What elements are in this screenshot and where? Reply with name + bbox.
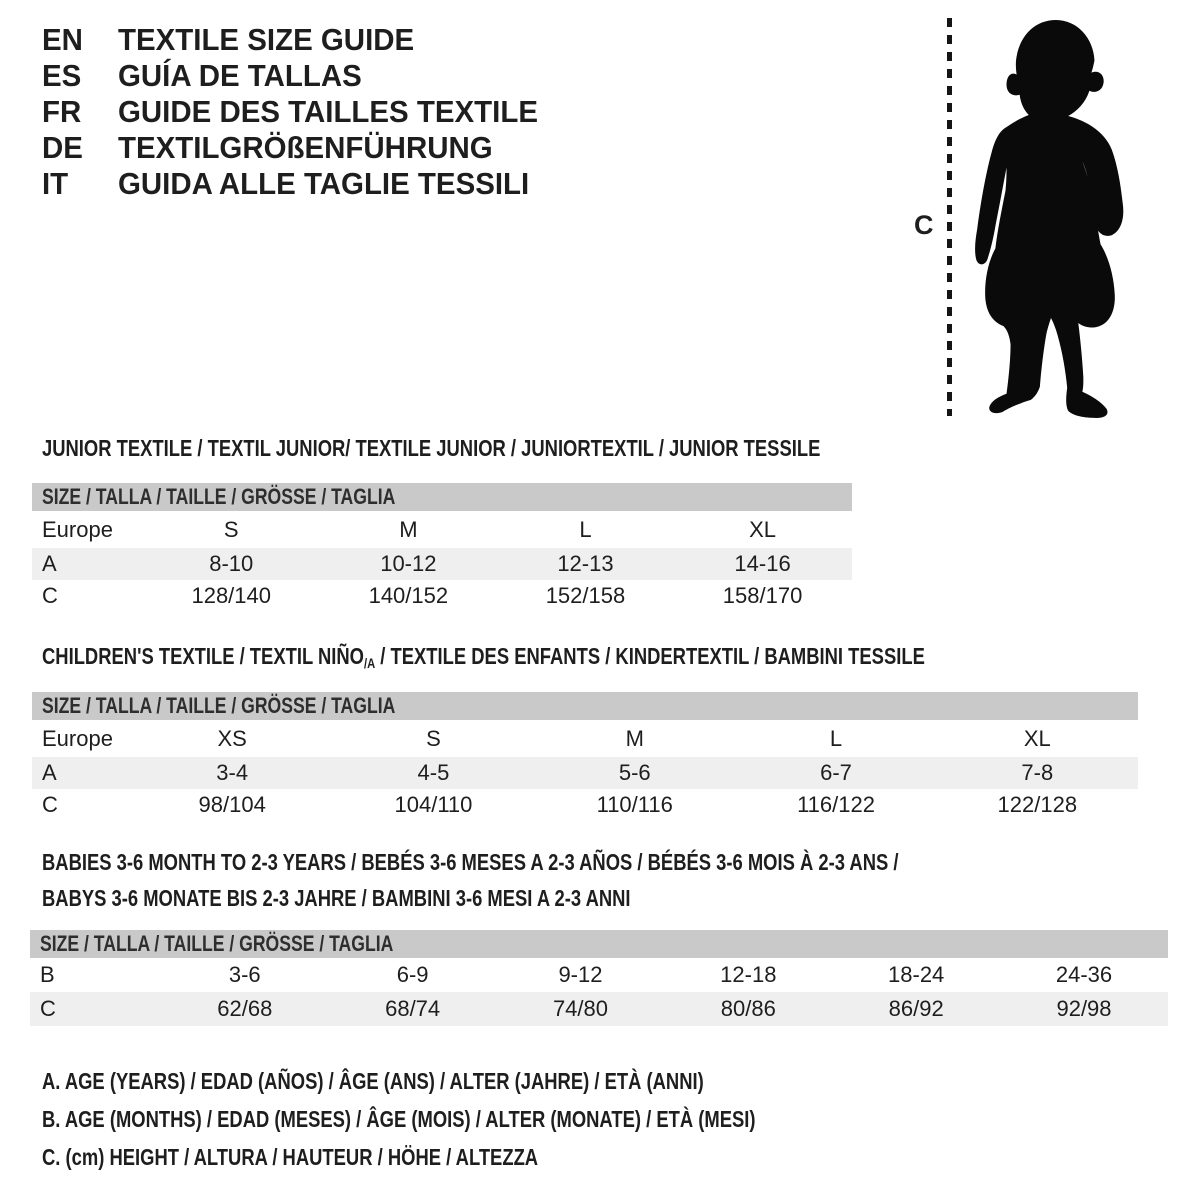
junior-size-bar: SIZE / TALLA / TAILLE / GRÖSSE / TAGLIA — [32, 483, 852, 511]
size-header: XS — [217, 725, 247, 751]
table-cell: 110/116 — [596, 792, 673, 817]
lang-title: TEXTILGRÖßENFÜHRUNG — [118, 130, 493, 165]
table-cell: 9-12 — [558, 962, 603, 987]
table-cell: 8-10 — [209, 551, 254, 576]
children-size-table — [32, 692, 1138, 821]
table-cell: 18-24 — [888, 962, 945, 987]
height-measure-label: C — [914, 210, 934, 240]
table-cell: 122/128 — [997, 792, 1078, 817]
lang-title: GUIDE DES TAILLES TEXTILE — [118, 94, 538, 129]
table-cell: 74/80 — [552, 996, 608, 1021]
lang-row-de — [42, 130, 564, 166]
babies-size-table — [30, 930, 1168, 1026]
children-row-height — [32, 789, 1138, 821]
size-header: XL — [1023, 725, 1051, 751]
table-cell: 92/98 — [1056, 996, 1112, 1021]
children-header-row — [32, 720, 1138, 757]
size-header: S — [223, 516, 239, 542]
lang-row-it — [42, 166, 564, 202]
table-cell: 80/86 — [720, 996, 776, 1021]
size-header: L — [579, 516, 592, 542]
babies-row-months — [30, 958, 1168, 992]
junior-row-height — [32, 580, 852, 612]
lang-code: ES — [42, 58, 82, 93]
junior-row-age — [32, 548, 852, 580]
region-label: Europe — [42, 725, 113, 751]
table-cell: 140/152 — [368, 583, 449, 608]
language-title-list — [42, 22, 564, 202]
row-label: C — [42, 583, 58, 608]
lang-title: TEXTILE SIZE GUIDE — [118, 22, 415, 57]
table-cell: 3-4 — [216, 760, 249, 785]
table-cell: 152/158 — [545, 583, 626, 608]
table-cell: 3-6 — [228, 962, 261, 987]
size-header: S — [426, 725, 441, 751]
title-subscript: /A — [363, 655, 376, 671]
table-cell: 158/170 — [722, 583, 803, 608]
table-cell: 4-5 — [417, 760, 450, 785]
size-header: M — [625, 725, 644, 751]
lang-code: DE — [42, 130, 83, 165]
table-cell: 6-9 — [396, 962, 429, 987]
junior-section-title: JUNIOR TEXTILE / TEXTIL JUNIOR/ TEXTILE JUNIOR / JUNIORTEXTIL / JUNIOR TESSILE — [42, 435, 821, 461]
lang-row-en — [42, 22, 564, 58]
table-cell: 14-16 — [734, 551, 791, 576]
table-cell: 10-12 — [380, 551, 437, 576]
lang-code: EN — [42, 22, 83, 57]
table-cell: 12-13 — [557, 551, 614, 576]
babies-section-title: BABIES 3-6 MONTH TO 2-3 YEARS / BEBÉS 3-6 MESES A 2-3 AÑOS / BÉBÉS 3-6 MOIS À 2-3 ANS / BABYS 3-6 MONATE BIS 2-3 JAHRE / BAMBINI 3-6 MESI A 2-3 ANNI — [42, 849, 899, 911]
junior-header-row — [32, 511, 852, 548]
babies-size-bar: SIZE / TALLA / TAILLE / GRÖSSE / TAGLIA — [30, 930, 1168, 958]
table-cell: 5-6 — [618, 760, 651, 785]
junior-size-table — [32, 483, 852, 612]
lang-title: GUIDA ALLE TAGLIE TESSILI — [118, 166, 530, 201]
table-cell: 6-7 — [820, 760, 852, 785]
lang-title: GUÍA DE TALLAS — [118, 58, 362, 93]
table-cell: 62/68 — [217, 996, 273, 1021]
size-header: XL — [749, 516, 777, 542]
table-cell: 86/92 — [888, 996, 944, 1021]
size-header: M — [399, 516, 418, 542]
note-height-cm: C. (cm) HEIGHT / ALTURA / HAUTEUR / HÖHE / ALTEZZA — [42, 1144, 539, 1170]
children-row-age — [32, 757, 1138, 789]
children-section-title: CHILDREN'S TEXTILE / TEXTIL NIÑO/A / TEXTILE DES ENFANTS / KINDERTEXTIL / BAMBINI TESSILE — [42, 643, 925, 671]
children-size-bar: SIZE / TALLA / TAILLE / GRÖSSE / TAGLIA — [32, 692, 1138, 720]
lang-row-es — [42, 58, 564, 94]
table-cell: 128/140 — [191, 583, 271, 608]
row-label: B — [40, 962, 55, 987]
legend-notes — [42, 1062, 934, 1176]
size-header: L — [829, 725, 843, 751]
lang-code: FR — [42, 94, 82, 129]
lang-row-fr — [42, 94, 564, 130]
table-cell: 68/74 — [385, 996, 441, 1021]
table-cell: 24-36 — [1055, 962, 1113, 987]
row-label: A — [42, 760, 57, 785]
note-age-months: B. AGE (MONTHS) / EDAD (MESES) / ÂGE (MOIS) / ALTER (MONATE) / ETÀ (MESI) — [42, 1106, 756, 1132]
row-label: C — [42, 792, 58, 817]
lang-code: IT — [42, 166, 69, 201]
note-age-years: A. AGE (YEARS) / EDAD (AÑOS) / ÂGE (ANS) / ALTER (JAHRE) / ETÀ (ANNI) — [42, 1068, 704, 1094]
toddler-silhouette-icon — [960, 14, 1142, 418]
region-label: Europe — [42, 516, 113, 542]
row-label: C — [40, 996, 56, 1021]
table-cell: 98/104 — [198, 792, 266, 817]
table-cell: 104/110 — [394, 792, 473, 817]
babies-row-height — [30, 992, 1168, 1026]
row-label: A — [42, 551, 57, 576]
table-cell: 116/122 — [797, 792, 875, 817]
height-measure-dashed-line — [947, 18, 952, 416]
table-cell: 7-8 — [1021, 760, 1054, 785]
table-cell: 12-18 — [720, 962, 777, 987]
